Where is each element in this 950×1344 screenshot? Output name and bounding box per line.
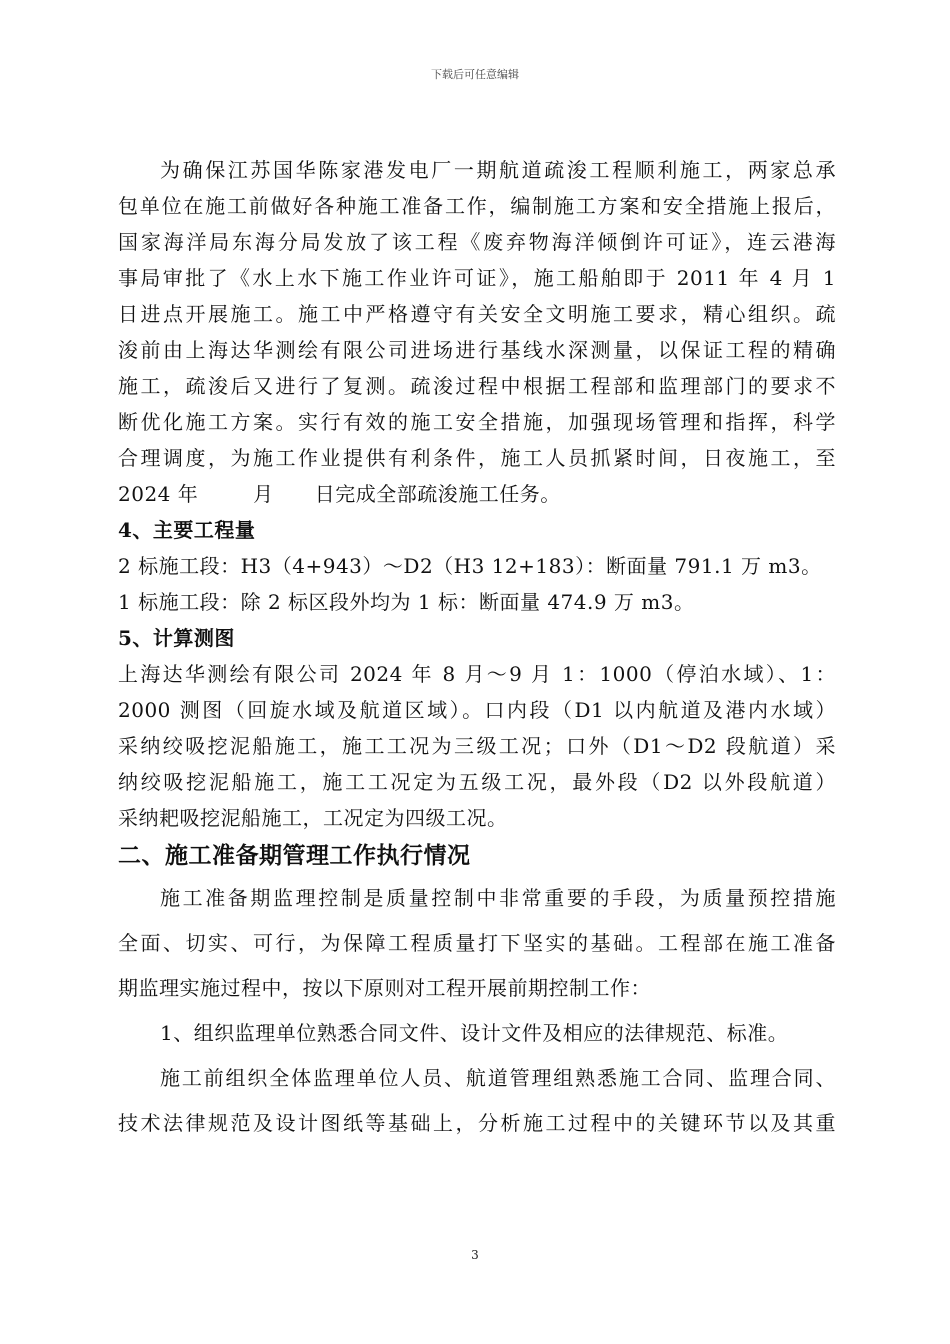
text-line: 上海达华测绘有限公司 2024 年 8 月～9 月 1：1000（停泊水域）、1： bbox=[118, 662, 836, 686]
text-line: 施工准备期监理控制是质量控制中非常重要的手段，为质量预控措施 bbox=[160, 886, 836, 910]
text-line: 合理调度，为施工作业提供有利条件，施工人员抓紧时间，日夜施工，至 bbox=[118, 446, 836, 470]
text-line: 施工前组织全体监理单位人员、航道管理组熟悉施工合同、监理合同、 bbox=[160, 1066, 836, 1090]
chapter-2-body bbox=[118, 876, 836, 1146]
text-line: 包单位在施工前做好各种施工准备工作，编制施工方案和安全措施上报后， bbox=[118, 194, 836, 218]
text-line: 2024 年 月 日完成全部疏浚施工任务。 bbox=[118, 482, 561, 506]
text-line: 浚前由上海达华测绘有限公司进场进行基线水深测量，以保证工程的精确 bbox=[118, 338, 836, 362]
text-line: 断优化施工方案。实行有效的施工安全措施，加强现场管理和指挥，科学 bbox=[118, 410, 836, 434]
text-line: 1 标施工段：除 2 标区段外均为 1 标：断面量 474.9 万 m3。 bbox=[118, 590, 695, 614]
page-number: 3 bbox=[471, 1248, 479, 1262]
text-line: 为确保江苏国华陈家港发电厂一期航道疏浚工程顺利施工，两家总承 bbox=[160, 158, 836, 182]
text-line: 事局审批了《水上水下施工作业许可证》，施工船舶即于 2011 年 4 月 1 bbox=[118, 266, 836, 290]
text-line: 施工，疏浚后又进行了复测。疏浚过程中根据工程部和监理部门的要求不 bbox=[118, 374, 836, 398]
section-5 bbox=[118, 620, 836, 836]
text-line: 国家海洋局东海分局发放了该工程《废弃物海洋倾倒许可证》，连云港海 bbox=[118, 230, 836, 254]
list-item: 1、组织监理单位熟悉合同文件、设计文件及相应的法律规范、标准。 bbox=[160, 1021, 789, 1045]
section-heading: 4、主要工程量 bbox=[118, 518, 256, 542]
text-line: 2000 测图（回旋水域及航道区域）。口内段（D1 以内航道及港内水域） bbox=[118, 698, 836, 722]
paragraph-1 bbox=[118, 152, 836, 512]
section-4 bbox=[118, 512, 836, 620]
text-line: 技术法律规范及设计图纸等基础上，分析施工过程中的关键环节以及其重 bbox=[118, 1111, 836, 1135]
chapter-heading: 二、施工准备期管理工作执行情况 bbox=[118, 842, 471, 869]
page-header: 下载后可任意编辑 bbox=[431, 68, 519, 81]
text-line: 2 标施工段：H3（4+943）～D2（H3 12+183）：断面量 791.1 万 m3。 bbox=[118, 554, 822, 578]
document-body bbox=[118, 152, 836, 1146]
text-line: 纳绞吸挖泥船施工，施工工况定为五级工况，最外段（D2 以外段航道） bbox=[118, 770, 836, 794]
text-line: 采纳耙吸挖泥船施工，工况定为四级工况。 bbox=[118, 806, 508, 830]
text-line: 期监理实施过程中，按以下原则对工程开展前期控制工作： bbox=[118, 976, 651, 1000]
section-heading: 5、计算测图 bbox=[118, 626, 235, 650]
text-line: 采纳绞吸挖泥船施工，施工工况为三级工况；口外（D1～D2 段航道）采 bbox=[118, 734, 836, 758]
text-line: 全面、切实、可行，为保障工程质量打下坚实的基础。工程部在施工准备 bbox=[118, 931, 836, 955]
text-line: 日进点开展施工。施工中严格遵守有关安全文明施工要求，精心组织。疏 bbox=[118, 302, 836, 326]
